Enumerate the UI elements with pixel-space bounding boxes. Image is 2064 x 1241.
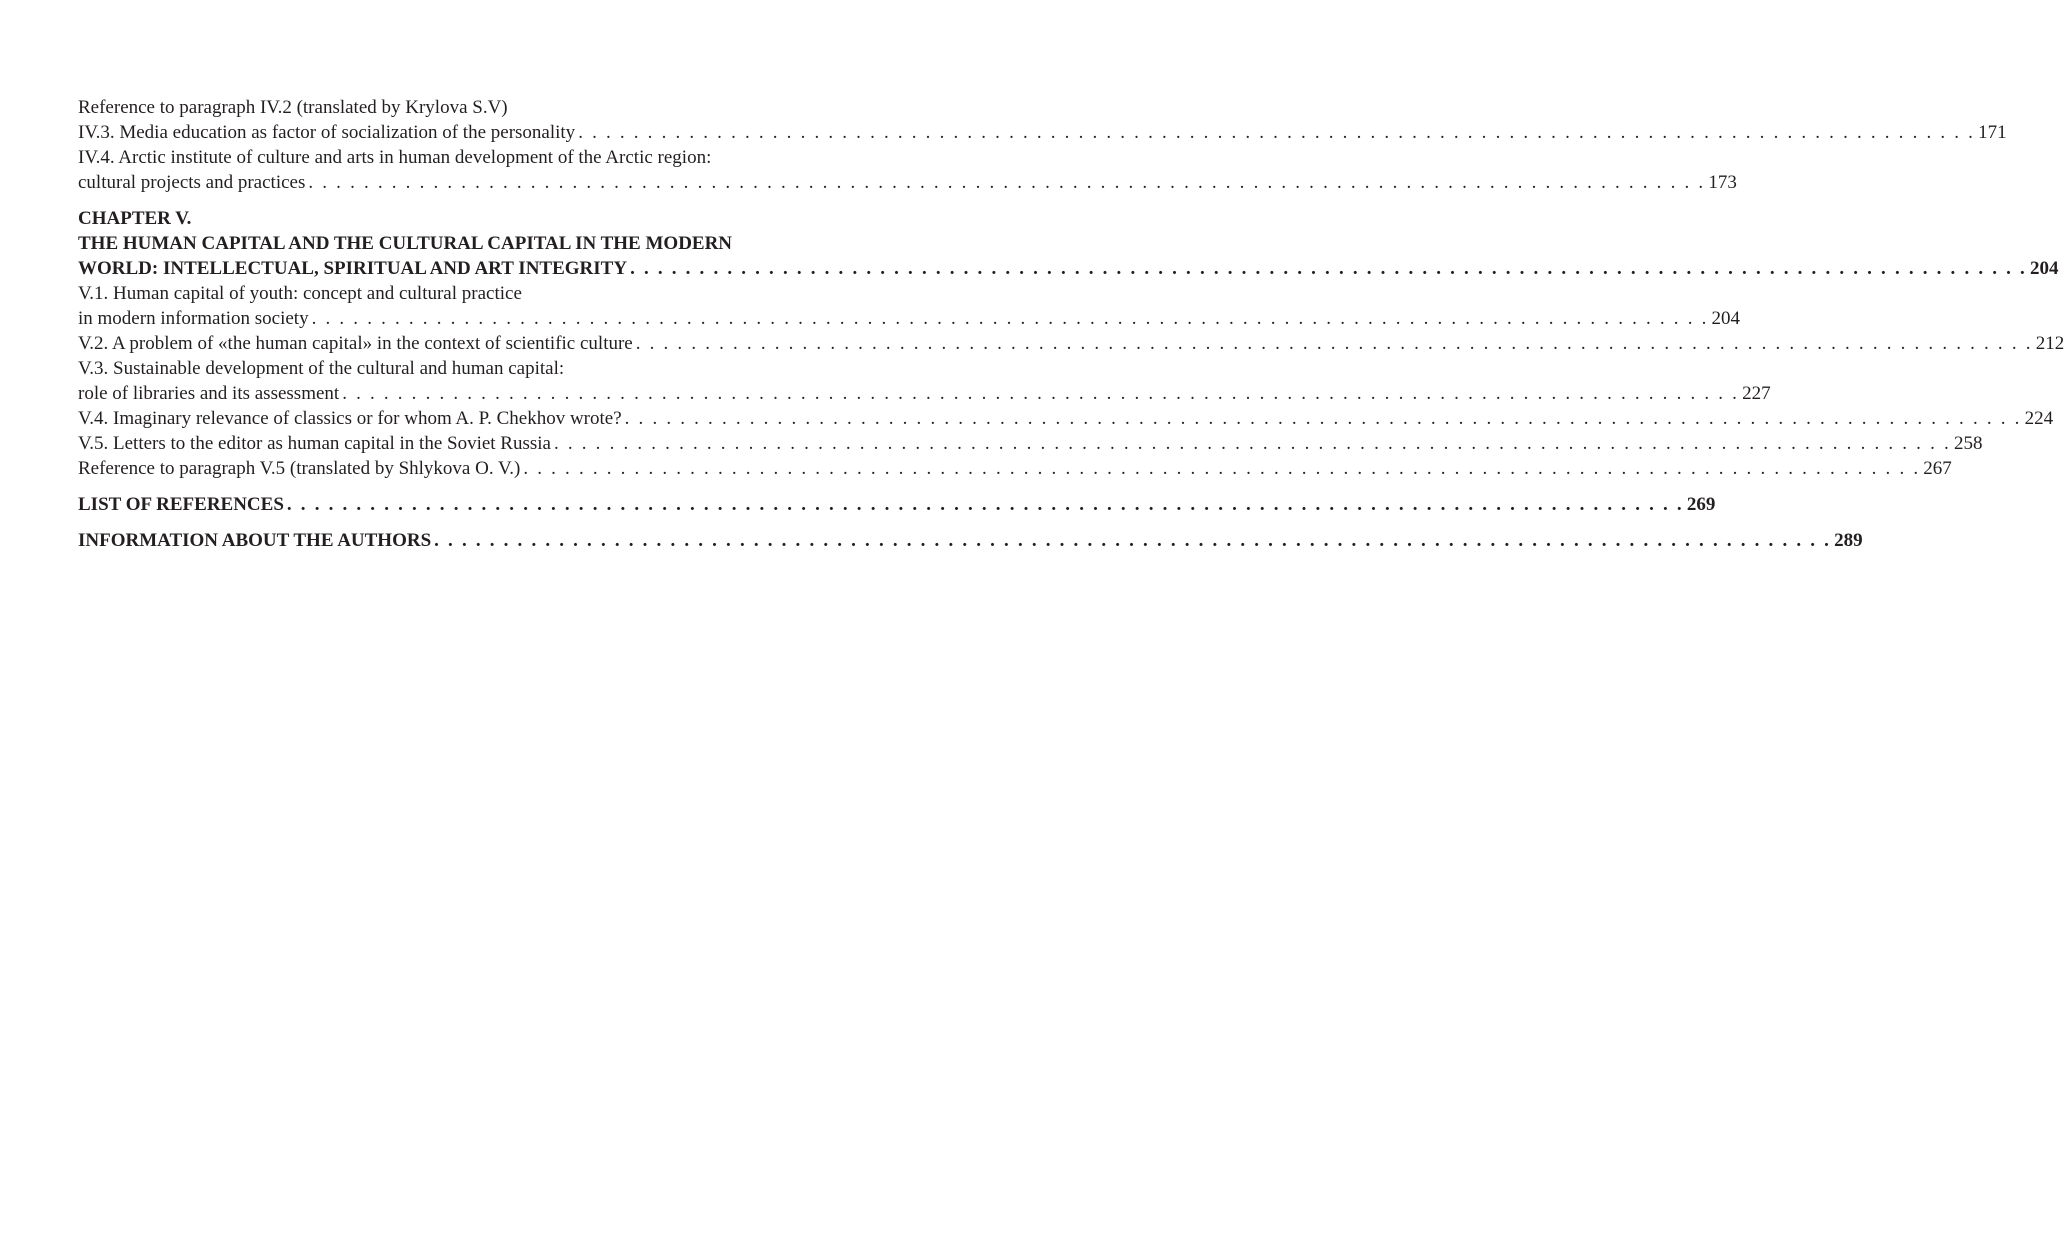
dot-leader: . . . . . . . . . . . . . . . . . . . . . . . . . . . . . . . . . . . . . . . . . . . . . . . . . . . . . . . . . . . . . . . . . . . . . . . . . . . . . . . . . . . . . . . . . . . . . . . . . . . . . (286, 494, 1684, 515)
toc-page-number: 267 (1923, 458, 1952, 479)
dot-leader: . . . . . . . . . . . . . . . . . . . . . . . . . . . . . . . . . . . . . . . . . . . . . . . . . . . . . . . . . . . . . . . . . . . . . . . . . . . . . . . . . . . . . . . . . . . . . . . . . . . . . (311, 308, 1709, 329)
chapter-title-text: THE HUMAN CAPITAL AND THE CULTURAL CAPITAL IN THE MODERN (78, 233, 733, 254)
dot-leader: . . . . . . . . . . . . . . . . . . . . . . . . . . . . . . . . . . . . . . . . . . . . . . . . . . . . . . . . . . . . . . . . . . . . . . . . . . . . . . . . . . . . . . . . . . . . . . . . . . . . . (635, 333, 2033, 354)
toc-entry-v4[interactable] (78, 406, 2054, 431)
toc-entry-text: IV.4. Arctic institute of culture and arts in human development of the Arctic region: (78, 147, 712, 168)
dot-leader: . . . . . . . . . . . . . . . . . . . . . . . . . . . . . . . . . . . . . . . . . . . . . . . . . . . . . . . . . . . . . . . . . . . . . . . . . . . . . . . . . . . . . . . . . . . . . . . . . . . . . (630, 258, 2028, 279)
dot-leader: . . . . . . . . . . . . . . . . . . . . . . . . . . . . . . . . . . . . . . . . . . . . . . . . . . . . . . . . . . . . . . . . . . . . . . . . . . . . . . . . . . . . . . . . . . . . . . . . . . . . . (434, 530, 1832, 551)
chapter-title-line2[interactable] (78, 256, 2059, 281)
toc-entry-authors[interactable] (78, 528, 1863, 553)
toc-entry-v2[interactable] (78, 331, 2064, 356)
dot-leader: . . . . . . . . . . . . . . . . . . . . . . . . . . . . . . . . . . . . . . . . . . . . . . . . . . . . . . . . . . . . . . . . . . . . . . . . . . . . . . . . . . . . . . . . . . . . . . . . . . . . . (342, 383, 1740, 404)
toc-page-number: 258 (1953, 433, 1983, 454)
toc-entry-text: Reference to paragraph IV.2 (translated by Krylova S.V) (78, 97, 508, 118)
toc-entry-text: Reference to paragraph V.5 (translated by Shlykova O. V.) (78, 458, 521, 479)
toc-page-number: 269 (1686, 494, 1716, 515)
toc-entry-v3-line2[interactable] (78, 381, 1771, 406)
toc-entry-text: INFORMATION ABOUT THE AUTHORS (78, 530, 432, 551)
chapter-title-line1[interactable] (78, 231, 780, 256)
toc-page-number: 171 (1978, 122, 2007, 143)
toc-entry-text: V.3. Sustainable development of the cultural and human capital: (78, 358, 565, 379)
toc-entry-iv3[interactable] (78, 120, 2007, 145)
toc-entry-text: V.5. Letters to the editor as human capital in the Soviet Russia (78, 433, 551, 454)
dot-leader: . . . . . . . . . . . . . . . . . . . . . . . . . . . . . . . . . . . . . . . . . . . . . . . . . . . . . . . . . . . . . . . . . . . . . . . . . . . . . . . . . . . . . . . . . . . . . . . . . . . . . (523, 458, 1921, 479)
toc-entry-text: V.4. Imaginary relevance of classics or for whom A. P. Chekhov wrote? (78, 408, 622, 429)
toc-entry-iv-reference (78, 95, 780, 120)
toc-entry-v5[interactable] (78, 431, 1983, 456)
toc-page-number: 227 (1742, 383, 1771, 404)
dot-leader: . . . . . . . . . . . . . . . . . . . . . . . . . . . . . . . . . . . . . . . . . . . . . . . . . . . . . . . . . . . . . . . . . . . . . . . . . . . . . . . . . . . . . . . . . . . . . . . . . . . . . (578, 122, 1976, 143)
toc-entry-iv4-line1[interactable] (78, 145, 780, 170)
chapter-title-text: WORLD: INTELLECTUAL, SPIRITUAL AND ART INTEGRITY (78, 258, 628, 279)
toc-entry-iv4-line2[interactable] (78, 170, 1737, 195)
toc-entry-v1-line1[interactable] (78, 281, 780, 306)
toc-page-number: 212 (2035, 333, 2064, 354)
toc-entry-references[interactable] (78, 492, 1716, 517)
toc-entry-text: IV.3. Media education as factor of socialization of the personality (78, 122, 576, 143)
toc-entry-v-reference[interactable] (78, 456, 1952, 481)
toc-entry-text: cultural projects and practices (78, 172, 306, 193)
chapter-label (78, 206, 780, 231)
toc-entry-text: V.2. A problem of «the human capital» in the context of scientific culture (78, 333, 633, 354)
table-of-contents (78, 95, 2064, 553)
toc-entry-v3-line1[interactable] (78, 356, 780, 381)
dot-leader: . . . . . . . . . . . . . . . . . . . . . . . . . . . . . . . . . . . . . . . . . . . . . . . . . . . . . . . . . . . . . . . . . . . . . . . . . . . . . . . . . . . . . . . . . . . . . . . . . . . . . (553, 433, 1951, 454)
toc-page-number: 173 (1708, 172, 1737, 193)
chapter-label-text: CHAPTER V. (78, 208, 192, 229)
toc-entry-v1-line2[interactable] (78, 306, 1741, 331)
toc-page-number: 204 (2030, 258, 2059, 279)
toc-page-number: 224 (2024, 408, 2054, 429)
toc-entry-text: LIST OF REFERENCES (78, 494, 284, 515)
toc-entry-text: role of libraries and its assessment (78, 383, 340, 404)
dot-leader: . . . . . . . . . . . . . . . . . . . . . . . . . . . . . . . . . . . . . . . . . . . . . . . . . . . . . . . . . . . . . . . . . . . . . . . . . . . . . . . . . . . . . . . . . . . . . . . . . . . . . (308, 172, 1706, 193)
toc-page-number: 204 (1711, 308, 1741, 329)
dot-leader: . . . . . . . . . . . . . . . . . . . . . . . . . . . . . . . . . . . . . . . . . . . . . . . . . . . . . . . . . . . . . . . . . . . . . . . . . . . . . . . . . . . . . . . . . . . . . . . . . . . . . (624, 408, 2022, 429)
toc-entry-text: in modern information society (78, 308, 309, 329)
toc-page-number: 289 (1834, 530, 1863, 551)
toc-entry-text: V.1. Human capital of youth: concept and cultural practice (78, 283, 522, 304)
